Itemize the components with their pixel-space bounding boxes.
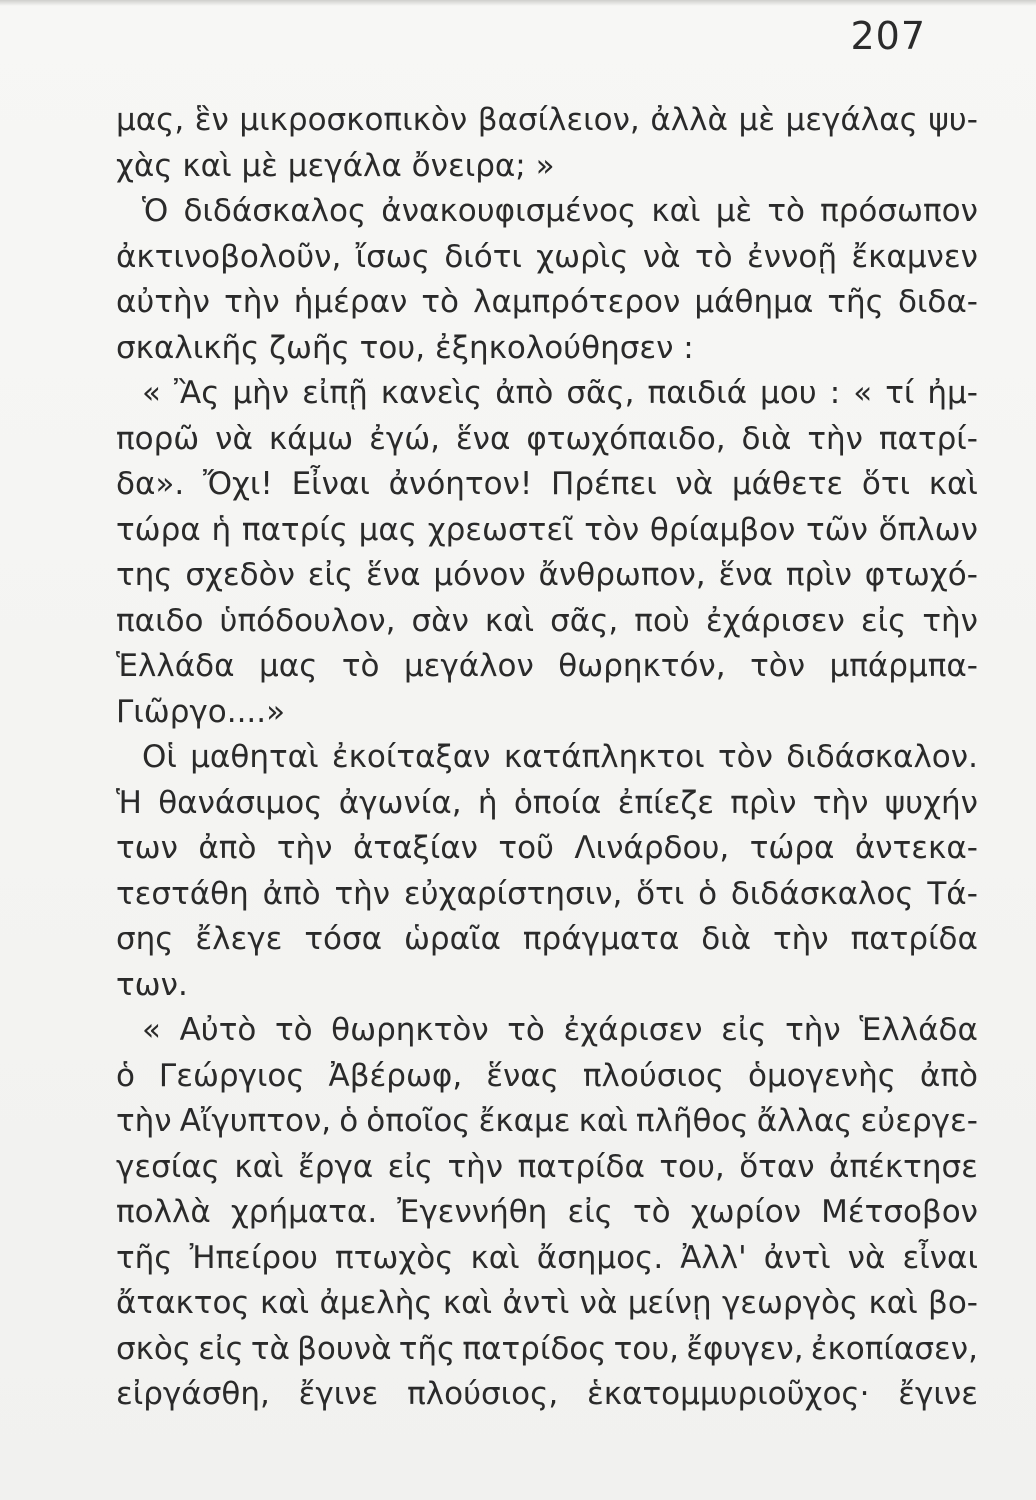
text-line: πολλὰ χρήματα. Ἐγεννήθη εἰς τὸ χωρίον Μέτσοβον: [116, 1194, 978, 1230]
text-line: ἄτακτος καὶ ἀμελὴς καὶ ἀντὶ νὰ μείνῃ γεωργὸς καὶ βο-: [116, 1285, 978, 1321]
text-line: μας, ἓν μικροσκοπικὸν βασίλειον, ἀλλὰ μὲ μεγάλας ψυ-: [116, 102, 978, 138]
text-line: « Αὐτὸ τὸ θωρηκτὸν τὸ ἐχάρισεν εἰς τὴν Ἑλλάδα: [142, 1012, 978, 1048]
text-line: « Ἂς μὴν εἰπῇ κανεὶς ἀπὸ σᾶς, παιδιά μου : « τί ἠμ-: [142, 375, 978, 411]
text-line: Ἑλλάδα μας τὸ μεγάλον θωρηκτόν, τὸν μπάρμπα-: [116, 648, 978, 684]
text-line: τεστάθη ἀπὸ τὴν εὐχαρίστησιν, ὅτι ὁ διδάσκαλος Τά-: [116, 875, 978, 912]
text-line: τώρα ἡ πατρίς μας χρεωστεῖ τὸν θρίαμβον τῶν ὅπλων: [116, 511, 978, 548]
text-line: τῆς Ἠπείρου πτωχὸς καὶ ἄσημος. Ἀλλ' ἀντὶ νὰ εἶναι: [116, 1239, 978, 1276]
text-line: σης ἔλεγε τόσα ὡραῖα πράγματα διὰ τὴν πατρίδα: [116, 921, 978, 957]
text-line: παιδο ὑπόδουλον, σὰν καὶ σᾶς, ποὺ ἐχάρισεν εἰς τὴν: [116, 602, 978, 639]
text-line: ἀκτινοβολοῦν, ἴσως διότι χωρὶς νὰ τὸ ἐννοῇ ἔκαμνεν: [116, 238, 978, 275]
text-line: χὰς καὶ μὲ μεγάλα ὄνειρα; »: [116, 147, 555, 184]
text-line: των.: [116, 966, 188, 1003]
text-line: γεσίας καὶ ἔργα εἰς τὴν πατρίδα του, ὅταν ἀπέκτησε: [116, 1148, 978, 1185]
text-line: τὴν Αἴγυπτον, ὁ ὁποῖος ἔκαμε καὶ πλῆθος ἄλλας εὐεργε-: [116, 1103, 978, 1139]
text-line: πορῶ νὰ κάμω ἐγώ, ἕνα φτωχόπαιδο, διὰ τὴν πατρί-: [116, 420, 978, 457]
text-line: Γιῶργο....»: [116, 693, 286, 730]
text-line: αὐτὴν τὴν ἡμέραν τὸ λαμπρότερον μάθημα τῆς διδα-: [116, 284, 978, 320]
page-top-edge: [0, 0, 1036, 6]
text-line: εἰργάσθη, ἔγινε πλούσιος, ἑκατομμυριοῦχος· ἔγινε: [116, 1376, 978, 1412]
body-text: [116, 98, 978, 1418]
text-line: Οἱ μαθηταὶ ἐκοίταξαν κατάπληκτοι τὸν διδάσκαλον.: [142, 739, 978, 775]
text-line: Ὁ διδάσκαλος ἀνακουφισμένος καὶ μὲ τὸ πρόσωπον: [142, 193, 978, 229]
text-line: σκαλικῆς ζωῆς του, ἐξηκολούθησεν :: [116, 329, 694, 366]
text-line: των ἀπὸ τὴν ἀταξίαν τοῦ Λινάρδου, τώρα ἀντεκα-: [116, 830, 978, 866]
text-line: Ἡ θανάσιμος ἀγωνία, ἡ ὁποία ἐπίεζε πρὶν τὴν ψυχήν: [116, 784, 978, 821]
text-line: δα». Ὄχι! Εἶναι ἀνόητον! Πρέπει νὰ μάθετε ὅτι καὶ: [116, 466, 978, 502]
text-line: ὁ Γεώργιος Ἀβέρωφ, ἕνας πλούσιος ὁμογενὴς ἀπὸ: [116, 1057, 978, 1094]
text-line: σκὸς εἰς τὰ βουνὰ τῆς πατρίδος του, ἔφυγεν, ἐκοπίασεν,: [116, 1330, 978, 1367]
page-number: 207: [850, 14, 926, 58]
text-line: της σχεδὸν εἰς ἕνα μόνον ἄνθρωπον, ἕνα πρὶν φτωχό-: [116, 557, 978, 593]
